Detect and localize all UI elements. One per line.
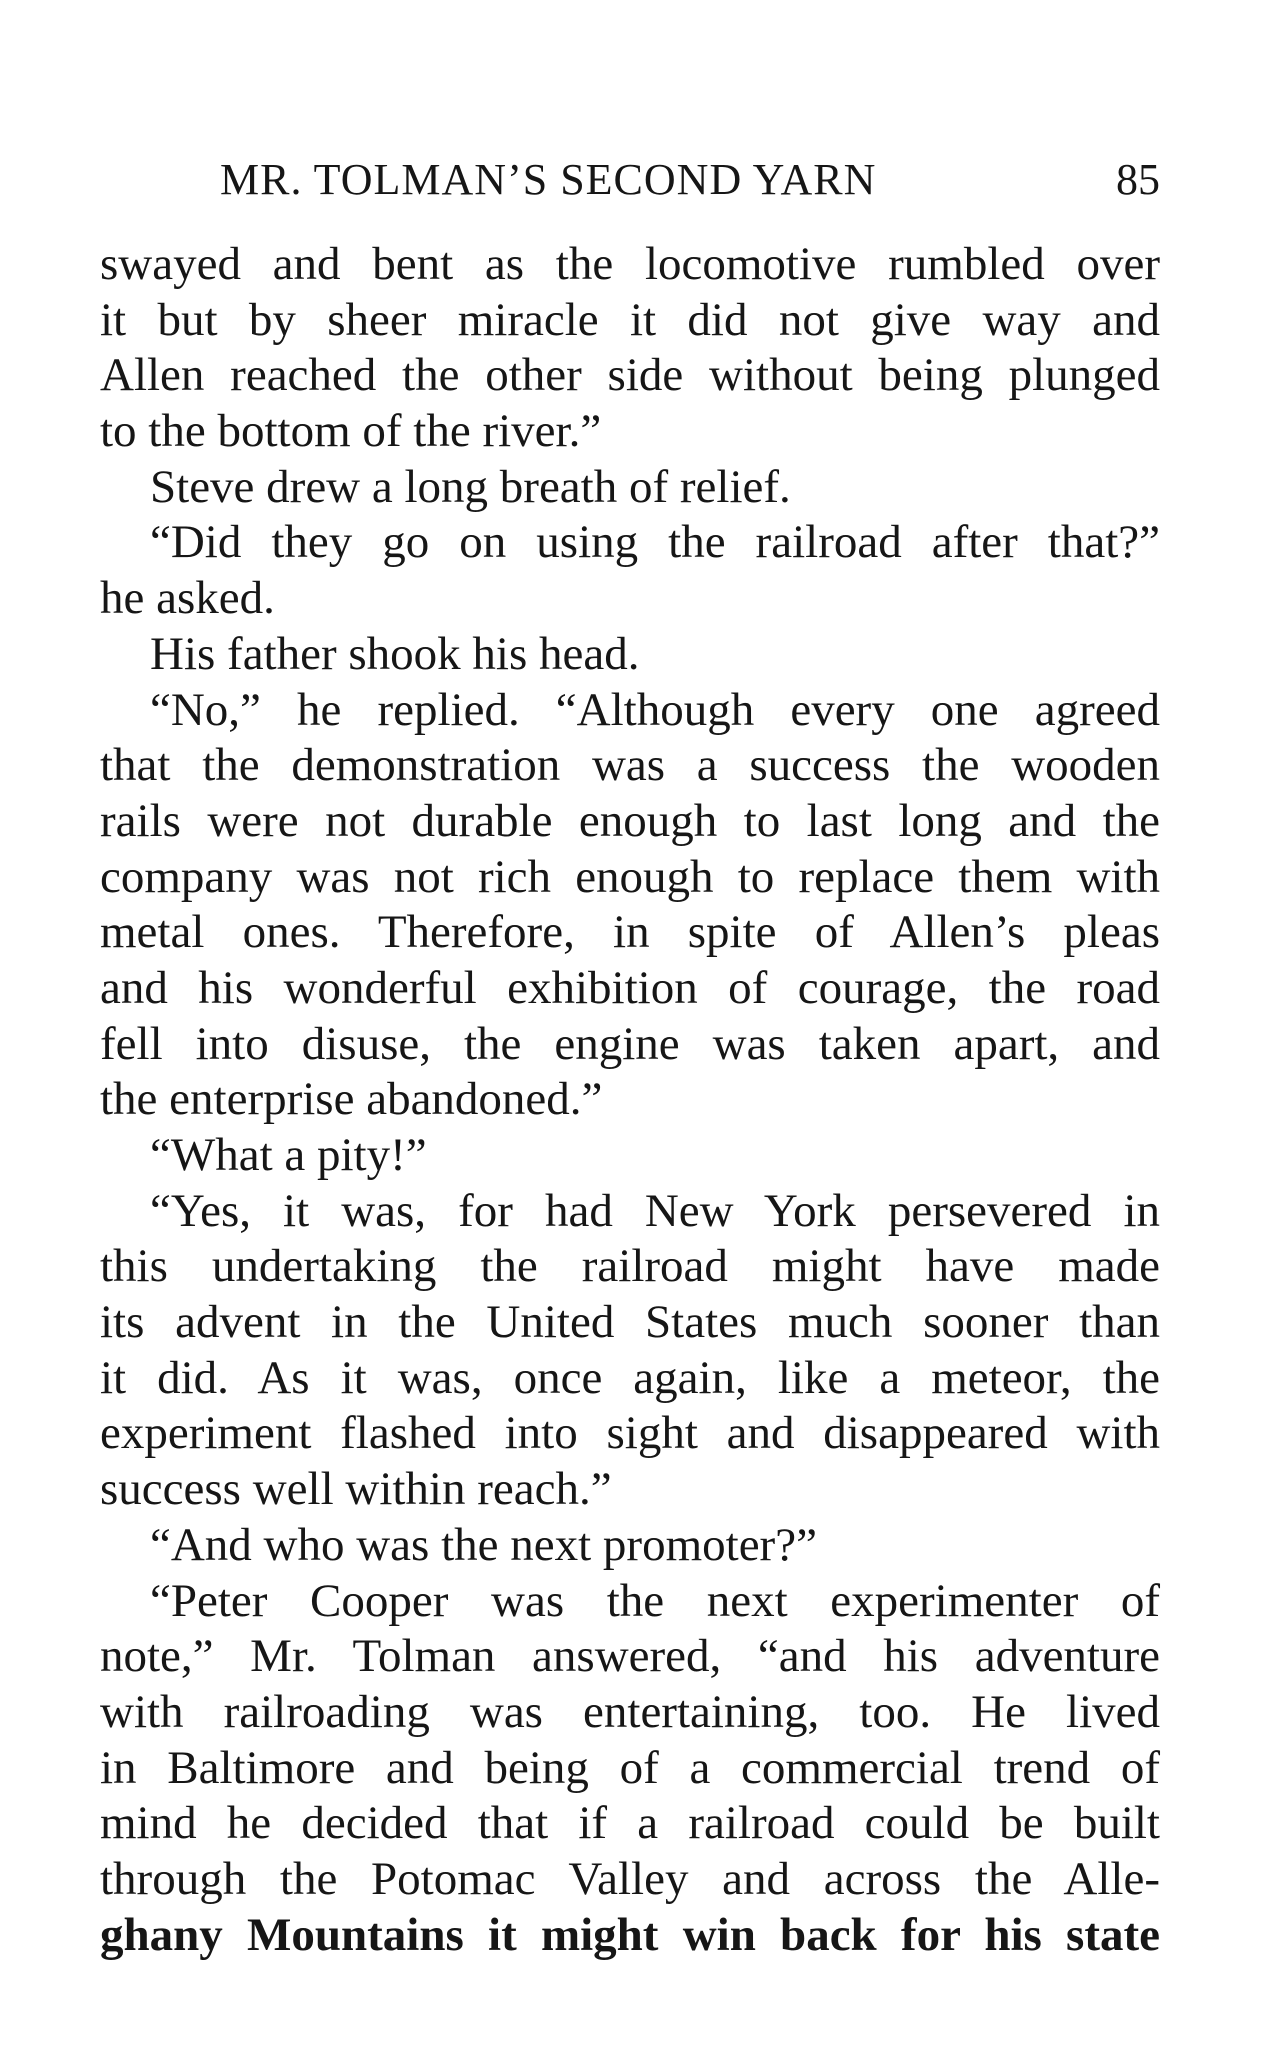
text-line: note,” Mr. Tolman answered, “and his adventure: [100, 1630, 1160, 1683]
text-line: Steve drew a long breath of relief.: [150, 460, 791, 513]
text-line: its advent in the United States much sooner than: [100, 1296, 1160, 1349]
text-line: success well within reach.”: [100, 1463, 612, 1516]
text-line: fell into disuse, the engine was taken apart, and: [100, 1017, 1160, 1070]
running-title: MR. TOLMAN’S SECOND YARN: [220, 155, 877, 204]
text-line: through the Potomac Valley and across the Alle-: [100, 1852, 1160, 1905]
text-line: in Baltimore and being of a commercial trend of: [100, 1741, 1160, 1794]
text-line: ghany Mountains it might win back for his state: [100, 1908, 1160, 1961]
text-line: “Did they go on using the railroad after that?”: [150, 516, 1160, 569]
page-number: 85: [1116, 155, 1160, 204]
text-line: he asked.: [100, 572, 275, 625]
text-line: this undertaking the railroad might have made: [100, 1240, 1160, 1293]
text-line: “Peter Cooper was the next experimenter of: [150, 1574, 1160, 1627]
text-line: “Yes, it was, for had New York persevered in: [150, 1184, 1160, 1237]
text-line: rails were not durable enough to last long and the: [100, 794, 1160, 847]
text-line: with railroading was entertaining, too. He lived: [100, 1685, 1160, 1738]
text-line: mind he decided that if a railroad could be built: [100, 1797, 1160, 1850]
text-line: the enterprise abandoned.”: [100, 1073, 603, 1126]
text-line: to the bottom of the river.”: [100, 405, 602, 458]
running-head: [100, 150, 1160, 210]
text-line: experiment flashed into sight and disappeared with: [100, 1407, 1160, 1460]
text-line: company was not rich enough to replace them with: [100, 850, 1160, 903]
text-line: it but by sheer miracle it did not give way and: [100, 293, 1160, 346]
text-line: His father shook his head.: [150, 627, 640, 680]
text-line: swayed and bent as the locomotive rumbled over: [100, 238, 1160, 290]
text-line: and his wonderful exhibition of courage, the road: [100, 961, 1160, 1014]
text-line: “No,” he replied. “Although every one agreed: [150, 683, 1160, 736]
text-line: it did. As it was, once again, like a meteor, the: [100, 1351, 1160, 1404]
text-body: [100, 237, 1160, 1963]
text-line: metal ones. Therefore, in spite of Allen’s pleas: [100, 906, 1160, 959]
text-line: that the demonstration was a success the wooden: [100, 739, 1160, 792]
text-line: “What a pity!”: [150, 1129, 427, 1181]
text-line: “And who was the next promoter?”: [150, 1518, 817, 1571]
text-line: Allen reached the other side without being plunged: [100, 349, 1160, 402]
